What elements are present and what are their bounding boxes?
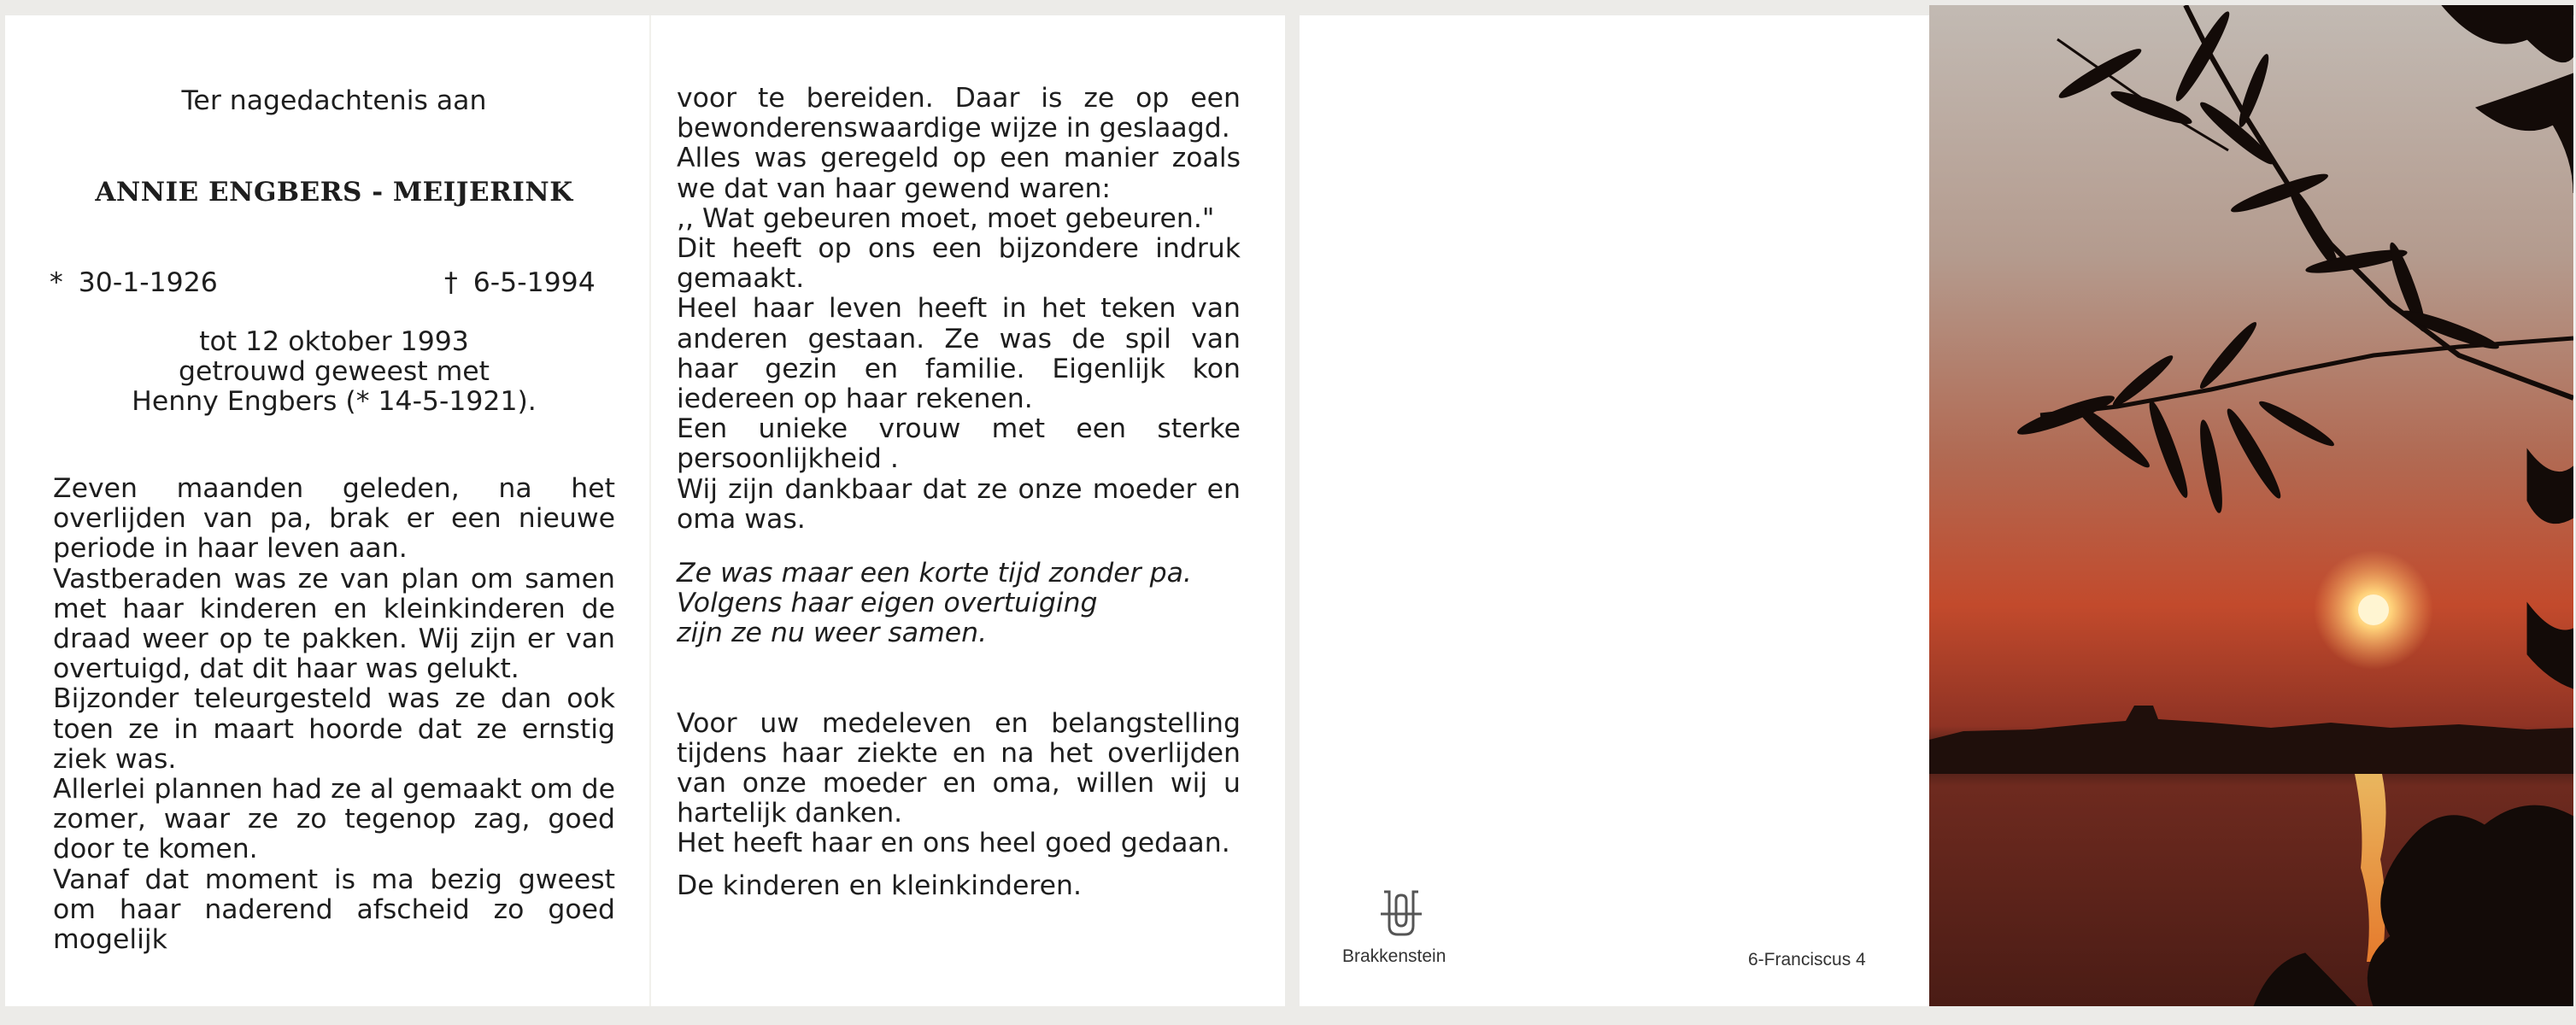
sunset-photo bbox=[1929, 5, 2573, 1006]
paragraph: Heel haar leven heeft in het teken van anderen gestaan. Ze was de spil van haar gezin en familie. Eigenlijk kon iedereen op haar rekenen. bbox=[677, 293, 1241, 415]
quote-line: Volgens haar eigen overtuiging bbox=[677, 588, 1098, 619]
left-column-text bbox=[53, 474, 615, 955]
paragraph: Vanaf dat moment is ma bezig gweest om haar naderend afscheid zo goed mogelijk bbox=[53, 864, 615, 956]
paragraph: Bijzonder teleurgesteld was ze dan ook toen ze in maart hoorde dat ze ernstig ziek was. bbox=[53, 683, 615, 775]
middle-column-text bbox=[677, 84, 1241, 901]
quote-line: zijn ze nu weer samen. bbox=[677, 618, 988, 649]
paragraph: Wij zijn dankbaar dat ze onze moeder en oma was. bbox=[677, 473, 1241, 535]
paragraph: Alles was geregeld op een manier zoals we dat van haar gewend waren: bbox=[677, 143, 1241, 204]
paragraph: ,, Wat gebeuren moet, moet gebeuren." bbox=[677, 202, 1215, 234]
marriage-line: Henny Engbers (* 14-5-1921). bbox=[132, 386, 537, 417]
paragraph: voor te bereiden. Daar is ze op een bewonderenswaardige wijze in geslaagd. bbox=[677, 83, 1241, 144]
publisher-logo-icon bbox=[1377, 888, 1425, 941]
memorial-heading: Ter nagedachtenis aan bbox=[181, 85, 487, 116]
birth-date-line bbox=[50, 267, 218, 298]
paragraph: Zeven maanden geleden, na het overlijden van pa, brak er een nieuwe periode in haar leven aan. bbox=[53, 473, 615, 565]
paragraph: Het heeft haar en ons heel goed gedaan. bbox=[677, 828, 1230, 859]
closing-quote bbox=[677, 559, 1241, 649]
spacer bbox=[677, 649, 1241, 709]
paragraph: Vastberaden was ze van plan om samen met haar kinderen en kleinkinderen de draad weer op te pakken. Wij zijn er van overtuigd, dat dit haar was gelukt. bbox=[53, 563, 615, 685]
marriage-line: getrouwd geweest met bbox=[178, 356, 490, 387]
death-symbol: † bbox=[444, 267, 458, 298]
publisher-name: Brakkenstein bbox=[1342, 946, 1446, 966]
deceased-name: ANNIE ENGBERS - MEIJERINK bbox=[95, 177, 573, 208]
death-date: 6-5-1994 bbox=[472, 267, 596, 298]
birth-symbol: * bbox=[50, 267, 63, 298]
birth-date: 30-1-1926 bbox=[78, 267, 218, 298]
marriage-note bbox=[48, 327, 620, 417]
signature: De kinderen en kleinkinderen. bbox=[677, 870, 1082, 901]
paragraph: Allerlei plannen had ze al gemaakt om de zomer, waar ze zo tegenop zag, goed door te komen. bbox=[53, 774, 615, 865]
paragraph: Een unieke vrouw met een sterke persoonlijkheid . bbox=[677, 413, 1241, 475]
series-code: 6-Franciscus 4 bbox=[1748, 950, 1866, 969]
marriage-line: tot 12 oktober 1993 bbox=[199, 326, 469, 357]
card-fold-line bbox=[649, 15, 651, 1006]
paragraph: Dit heeft op ons een bijzondere indruk gemaakt. bbox=[677, 233, 1241, 295]
paragraph: Voor uw medeleven en belangstelling tijdens haar ziekte en na het overlijden van onze moeder en oma, willen wij u hartelijk danken. bbox=[677, 707, 1241, 829]
death-date-line bbox=[444, 267, 596, 298]
sun bbox=[2358, 594, 2389, 625]
quote-line: Ze was maar een korte tijd zonder pa. bbox=[677, 558, 1192, 589]
